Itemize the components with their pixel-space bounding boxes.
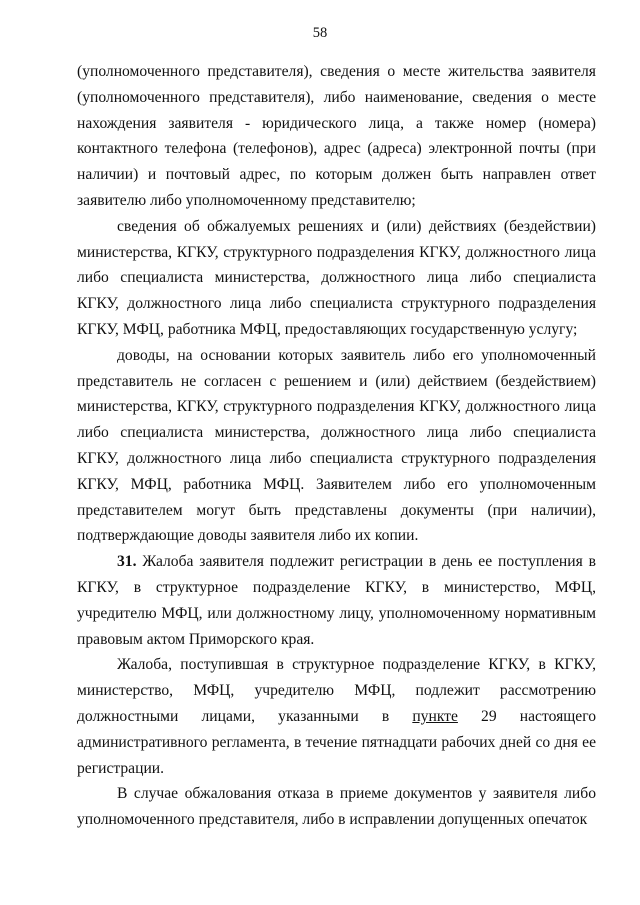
paragraph-arguments: доводы, на основании которых заявитель либо его уполномоченный представитель не согласен с решением и (или) действием (бездействием) министерства, КГКУ, структурного подразделения КГКУ, должностного лица либо специалиста министерства, должностного лица либо специалиста КГКУ, должностного лица либо специалиста структурного подразделения КГКУ, МФЦ, работника МФЦ. Заявителем либо его уполномоченным представителем могут быть представлены документы (при наличии), подтверждающие доводы заявителя либо их копии. — [77, 346, 596, 545]
clause-link[interactable]: пункте — [412, 707, 458, 725]
page-number: 58 — [312, 25, 328, 41]
paragraph-item-31 — [77, 549, 596, 652]
paragraph-review-period — [77, 652, 596, 781]
review-period-text-end: 29 настоящего административного регламента, в течение пятнадцати рабочих дней со дня ее регистрации. — [77, 707, 596, 777]
paragraph-appealed-decisions: сведения об обжалуемых решениях и (или) действиях (бездействии) министерства, КГКУ, структурного подразделения КГКУ, должностного лица либо специалиста министерства, должностного лица либо специалиста КГКУ, должностного лица либо специалиста структурного подразделения КГКУ, МФЦ, работника МФЦ, предоставляющих государственную услугу; — [77, 217, 596, 338]
paragraph-applicant-info: (уполномоченного представителя), сведения о месте жительства заявителя (уполномоченного представителя), либо наименование, сведения о месте нахождения заявителя - юридического лица, а также номер (номера) контактного телефона (телефонов), адрес (адреса) электронной почты (при наличии) и почтовый адрес, по которым должен быть направлен ответ заявителю либо уполномоченному представителю; — [77, 63, 596, 209]
paragraph-refusal-appeal: В случае обжалования отказа в приеме документов у заявителя либо уполномоченного представителя, либо в исправлении допущенных опечаток — [77, 785, 596, 829]
document-body — [77, 59, 596, 833]
item-31-text: Жалоба заявителя подлежит регистрации в день ее поступления в КГКУ, в структурное подразделение КГКУ, в министерство, МФЦ, учредителю МФЦ, или должностному лицу, уполномоченному нормативным правовым актом Приморского края. — [77, 553, 596, 648]
review-period-text-start: Жалоба, поступившая в структурное подразделение КГКУ, в КГКУ, министерство, МФЦ, учредителю МФЦ, подлежит рассмотрению должностными лицами, указанными в — [77, 656, 596, 725]
item-number: 31. — [117, 553, 137, 571]
